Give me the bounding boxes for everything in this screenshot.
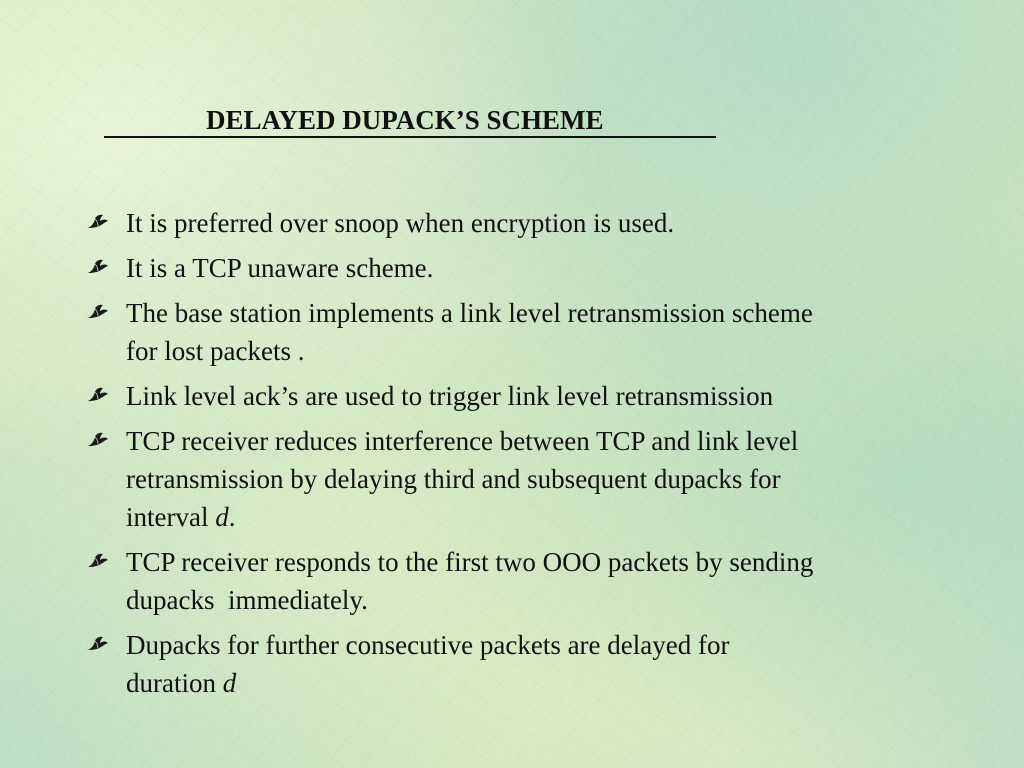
bullet-text: It is a TCP unaware scheme. [126,253,434,283]
leaf-bullet-icon [86,543,116,581]
bullet-list [86,204,936,709]
slide-title: DELAYED DUPACK’S SCHEME [206,105,604,135]
variable-d: d [222,668,237,698]
bullet-text-line: retransmission by delaying third and subsequent dupacks for [126,464,781,494]
bullet-text-line: TCP receiver responds to the first two OOO packets by sending [126,547,814,577]
leaf-bullet-icon [86,422,116,460]
bullet-item [86,543,936,619]
leaf-bullet-icon [86,249,116,287]
bullet-item [86,377,936,415]
bullet-text-line-suffix: . [228,502,236,532]
bullet-text: Link level ack’s are used to trigger link level retransmission [126,381,774,411]
leaf-bullet-icon [86,626,116,664]
bullet-text-line: dupacks immediately. [126,585,368,615]
title-underline [104,104,716,138]
bullet-item [86,204,936,242]
bullet-text-line: TCP receiver reduces interference between TCP and link level [126,426,799,456]
leaf-bullet-icon [86,294,116,332]
bullet-item [86,626,936,702]
bullet-item [86,249,936,287]
bullet-text-line: duration [126,668,223,698]
bullet-text: It is preferred over snoop when encryption is used. [126,208,675,238]
bullet-text-line: for lost packets . [126,336,305,366]
leaf-bullet-icon [86,204,116,242]
bullet-text-line: Dupacks for further consecutive packets are delayed for [126,630,730,660]
leaf-bullet-icon [86,377,116,415]
bullet-item [86,422,936,536]
bullet-text-line: interval [126,502,216,532]
variable-d: d [215,502,229,532]
bullet-text-line: The base station implements a link level retransmission scheme [126,298,813,328]
bullet-item [86,294,936,370]
